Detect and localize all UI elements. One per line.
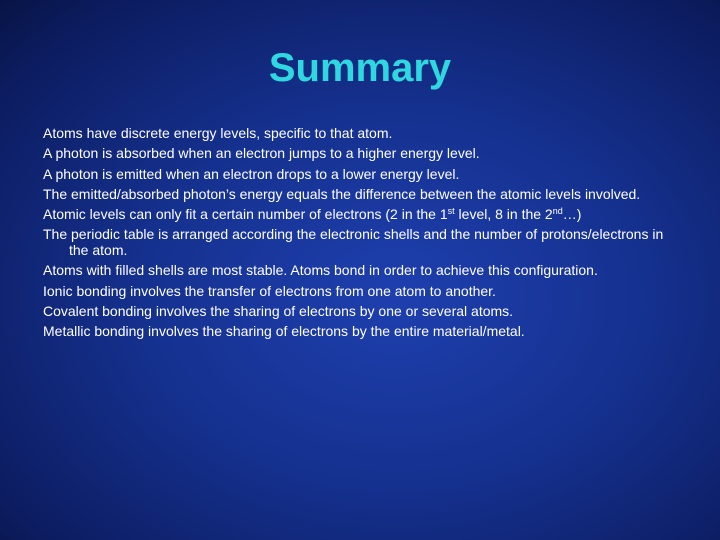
- bullet-text: …): [562, 206, 582, 223]
- bullet-item: [43, 207, 673, 223]
- bullet-item: The periodic table is arranged according the electronic shells and the number of protons/electrons in the atom.: [43, 226, 664, 258]
- bullet-item: The emitted/absorbed photon’s energy equals the difference between the atomic levels involved.: [43, 185, 641, 202]
- bullet-item: A photon is emitted when an electron drops to a lower energy level.: [43, 165, 460, 182]
- bullet-item: Metallic bonding involves the sharing of electrons by the entire material/metal.: [43, 323, 525, 340]
- superscript: nd: [552, 206, 563, 217]
- bullet-text: Atomic levels can only fit a certain number of electrons (2 in the 1: [43, 206, 448, 223]
- bullet-item: Atoms have discrete energy levels, specific to that atom.: [43, 125, 393, 141]
- bullet-text: level, 8 in the 2: [454, 206, 553, 223]
- bullet-item: A photon is absorbed when an electron jumps to a higher energy level.: [43, 145, 480, 162]
- bullet-list: [43, 126, 673, 344]
- slide-title: Summary: [268, 46, 452, 90]
- bullet-item: Atoms with filled shells are most stable. Atoms bond in order to achieve this configuration.: [43, 262, 598, 279]
- superscript: st: [447, 206, 455, 217]
- bullet-item: Ionic bonding involves the transfer of electrons from one atom to another.: [43, 282, 496, 299]
- bullet-item: Covalent bonding involves the sharing of electrons by one or several atoms.: [43, 302, 514, 319]
